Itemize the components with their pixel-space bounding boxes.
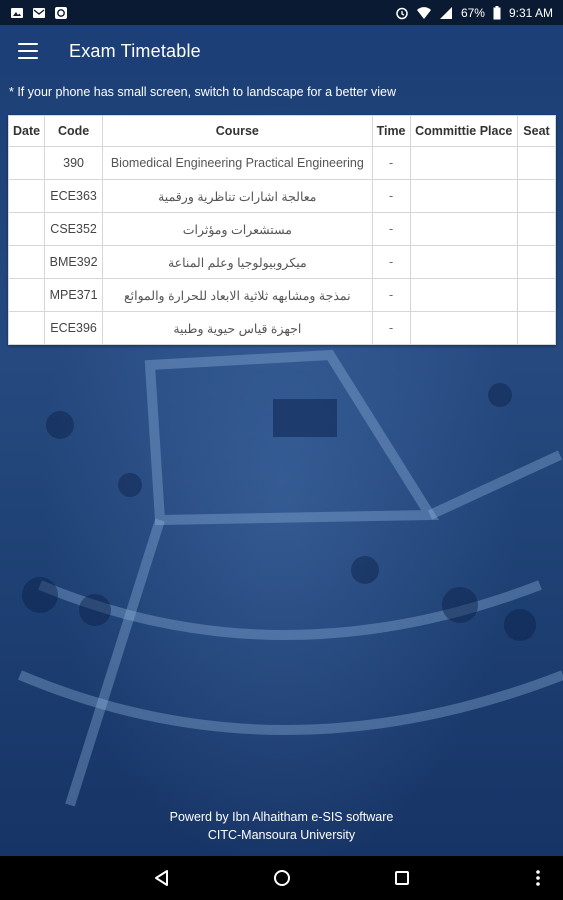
cell-time: - xyxy=(372,312,410,345)
navigation-bar xyxy=(0,856,563,900)
cell-code: ECE396 xyxy=(45,312,103,345)
header-course: Course xyxy=(103,116,372,147)
cell-course: نمذجة ومشابهه ثلاثية الابعاد للحرارة والموائع xyxy=(103,279,372,312)
battery-icon xyxy=(493,6,501,20)
more-icon[interactable] xyxy=(532,868,544,888)
cell-course: اجهزة قياس حيوية وطبية xyxy=(103,312,372,345)
app-toolbar xyxy=(0,25,563,77)
landscape-hint: * If your phone has small screen, switch to landscape for a better view xyxy=(9,85,396,99)
cell-course: معالجة اشارات تناظرية ورقمية xyxy=(103,180,372,213)
cell-seat xyxy=(518,246,556,279)
table-row xyxy=(9,213,556,246)
header-committie-place: Committie Place xyxy=(410,116,518,147)
browser-icon xyxy=(54,6,68,20)
exam-timetable xyxy=(8,115,556,345)
cell-place xyxy=(410,147,518,180)
battery-percent: 67% xyxy=(460,5,485,20)
cell-seat xyxy=(518,213,556,246)
cell-place xyxy=(410,213,518,246)
cell-code: MPE371 xyxy=(45,279,103,312)
table-row xyxy=(9,246,556,279)
table-header-row xyxy=(9,116,556,147)
cell-seat xyxy=(518,180,556,213)
cell-time: - xyxy=(372,213,410,246)
table-row xyxy=(9,147,556,180)
cell-time: - xyxy=(372,147,410,180)
cell-time: - xyxy=(372,279,410,312)
table-row xyxy=(9,180,556,213)
cell-course: ميكروبيولوجيا وعلم المناعة xyxy=(103,246,372,279)
status-time: 9:31 AM xyxy=(508,5,553,20)
table-row xyxy=(9,279,556,312)
cell-place xyxy=(410,279,518,312)
cell-seat xyxy=(518,147,556,180)
cell-code: CSE352 xyxy=(45,213,103,246)
header-date: Date xyxy=(9,116,45,147)
cell-place xyxy=(410,246,518,279)
cell-time: - xyxy=(372,180,410,213)
cell-date xyxy=(9,213,45,246)
cell-code: BME392 xyxy=(45,246,103,279)
header-time: Time xyxy=(372,116,410,147)
header-seat: Seat xyxy=(518,116,556,147)
cell-date xyxy=(9,147,45,180)
signal-icon xyxy=(439,6,453,20)
mail-icon xyxy=(32,6,46,20)
home-icon[interactable] xyxy=(272,868,292,888)
gallery-icon xyxy=(10,6,24,20)
back-icon[interactable] xyxy=(152,868,172,888)
timetable-card xyxy=(8,115,556,345)
cell-place xyxy=(410,180,518,213)
cell-time: - xyxy=(372,246,410,279)
cell-date xyxy=(9,279,45,312)
status-bar xyxy=(0,0,563,25)
cell-code: 390 xyxy=(45,147,103,180)
cell-course: Biomedical Engineering Practical Engineering xyxy=(103,147,372,180)
cell-code: ECE363 xyxy=(45,180,103,213)
recents-icon[interactable] xyxy=(392,868,412,888)
cell-seat xyxy=(518,312,556,345)
hamburger-menu-icon[interactable] xyxy=(18,43,38,59)
footer-university: CITC-Mansoura University xyxy=(207,828,356,842)
page-title: Exam Timetable xyxy=(69,40,201,61)
alarm-icon xyxy=(395,6,409,20)
cell-seat xyxy=(518,279,556,312)
cell-course: مستشعرات ومؤثرات xyxy=(103,213,372,246)
app-screen xyxy=(0,25,563,856)
cell-date xyxy=(9,180,45,213)
footer xyxy=(0,808,563,844)
footer-powered-by: Powerd by Ibn Alhaitham e-SIS software xyxy=(169,810,394,824)
cell-date xyxy=(9,246,45,279)
wifi-icon xyxy=(417,6,431,20)
cell-date xyxy=(9,312,45,345)
cell-place xyxy=(410,312,518,345)
header-code: Code xyxy=(45,116,103,147)
table-row xyxy=(9,312,556,345)
